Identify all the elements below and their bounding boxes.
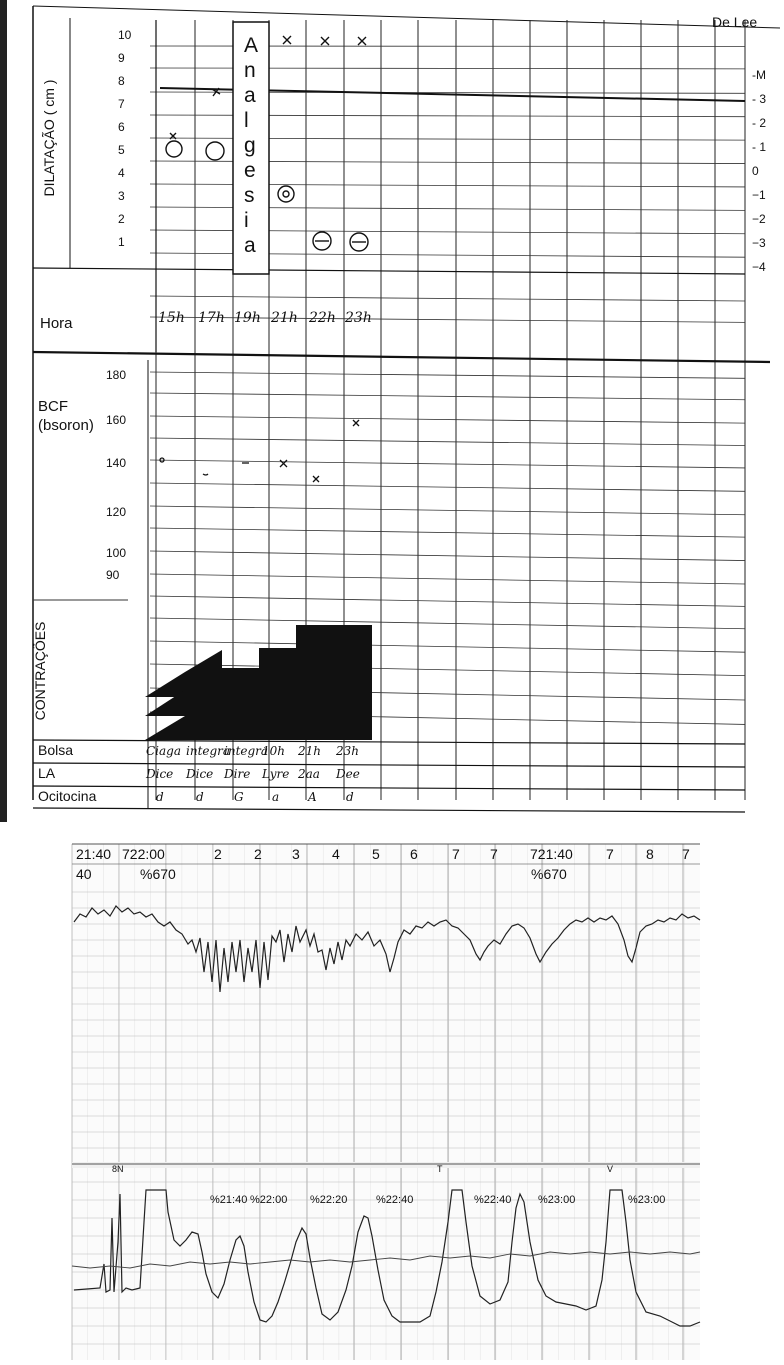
ctg-lower-label: T <box>437 1164 443 1174</box>
bcf-tick: 120 <box>106 505 126 519</box>
bcf-tick: 160 <box>106 413 126 427</box>
ctg-top-label: 21:40 <box>76 846 111 862</box>
station-tick: -M <box>752 68 766 82</box>
ctg-top-label: 5 <box>372 846 380 862</box>
station-tick: −4 <box>752 260 766 274</box>
la-value: Dice <box>146 767 173 781</box>
ctg-second-a: %670 <box>140 866 176 882</box>
ctg-top-label: 722:00 <box>122 846 165 862</box>
analgesia-letter: n <box>244 59 256 83</box>
ctg-svg <box>0 822 784 1360</box>
ctg-lower-label: V <box>607 1164 613 1174</box>
dilation-tick: 4 <box>118 166 125 180</box>
ctg-top-label: 721:40 <box>530 846 573 862</box>
ctg-lower-label: 8N <box>112 1164 124 1174</box>
dilation-tick: 7 <box>118 97 125 111</box>
ctg-toco-time: %21:40 <box>210 1194 247 1206</box>
ctg-top-label: 7 <box>606 846 614 862</box>
ocitocina-value: d <box>346 790 354 804</box>
ctg-top-label: 4 <box>332 846 340 862</box>
ctg-toco-time: %23:00 <box>628 1194 665 1206</box>
bcf-label-line2: (bsoron) <box>38 416 94 435</box>
station-tick: −1 <box>752 188 766 202</box>
la-label: LA <box>38 765 55 781</box>
station-tick: −2 <box>752 212 766 226</box>
analgesia-letter: s <box>244 184 255 208</box>
ctg-top-label: 7 <box>490 846 498 862</box>
ctg-top-label: 8 <box>646 846 654 862</box>
contracoes-label: CONTRAÇÕES <box>32 611 48 731</box>
bcf-tick: 180 <box>106 368 126 382</box>
hora-value: 19h <box>234 310 261 326</box>
dilation-tick: 9 <box>118 51 125 65</box>
dilation-tick: 5 <box>118 143 125 157</box>
page-edge <box>0 0 7 822</box>
contraction-bars <box>145 625 372 740</box>
hora-value: 22h <box>309 310 336 326</box>
la-value: Lyre <box>262 767 289 781</box>
dilation-tick: 10 <box>118 28 131 42</box>
ctg-toco-time: %22:20 <box>310 1194 347 1206</box>
la-value: Dee <box>336 767 360 781</box>
analgesia-letter: l <box>244 109 249 133</box>
ocitocina-value: d <box>196 790 204 804</box>
ctg-top-label: 6 <box>410 846 418 862</box>
station-tick: 0 <box>752 164 759 178</box>
station-tick: −3 <box>752 236 766 250</box>
ctg-top-label: 2 <box>214 846 222 862</box>
ctg-toco-time: %22:00 <box>250 1194 287 1206</box>
bolsa-value: 23h <box>336 744 359 758</box>
ctg-strip <box>0 822 784 1360</box>
ocitocina-value: A <box>308 790 317 804</box>
analgesia-letter: a <box>244 234 256 258</box>
bcf-label-line1: BCF <box>38 397 94 416</box>
hora-value: 21h <box>271 310 298 326</box>
analgesia-letter: a <box>244 84 256 108</box>
bolsa-value: 10h <box>262 744 285 758</box>
hora-value: 17h <box>198 310 225 326</box>
ctg-second-left: 40 <box>76 866 92 882</box>
station-tick: - 2 <box>752 116 766 130</box>
section-divider <box>33 352 770 362</box>
bcf-tick: 100 <box>106 546 126 560</box>
ctg-top-label: 7 <box>682 846 690 862</box>
ctg-toco-time: %22:40 <box>376 1194 413 1206</box>
hora-value: 15h <box>158 310 185 326</box>
bcf-tick: 90 <box>106 568 119 582</box>
ctg-toco-time: %23:00 <box>538 1194 575 1206</box>
ctg-top-label: 3 <box>292 846 300 862</box>
dilation-tick: 8 <box>118 74 125 88</box>
bcf-marks <box>160 420 359 482</box>
ocitocina-value: d <box>156 790 164 804</box>
ctg-grid <box>72 844 700 1360</box>
dilation-tick: 6 <box>118 120 125 134</box>
bolsa-value: 21h <box>298 744 321 758</box>
ocitocina-value: G <box>234 790 244 804</box>
analgesia-letter: g <box>244 134 256 158</box>
dilation-tick: 3 <box>118 189 125 203</box>
bolsa-value: Ciaga <box>146 744 181 758</box>
ctg-toco-time: %22:40 <box>474 1194 511 1206</box>
dilation-tick: 2 <box>118 212 125 226</box>
la-value: Dire <box>224 767 250 781</box>
bcf-tick: 140 <box>106 456 126 470</box>
analgesia-letter: e <box>244 159 256 183</box>
station-tick: - 1 <box>752 140 766 154</box>
ctg-top-label: 2 <box>254 846 262 862</box>
la-value: Dice <box>186 767 213 781</box>
bolsa-value: integra <box>224 744 268 758</box>
analgesia-letter: i <box>244 209 249 233</box>
bolsa-label: Bolsa <box>38 742 73 758</box>
bcf-label <box>38 397 94 435</box>
hora-label: Hora <box>40 315 73 332</box>
station-tick: - 3 <box>752 92 766 106</box>
dilation-axis-title: DILATAÇÃO ( cm ) <box>41 63 57 213</box>
analgesia-letter: A <box>244 34 258 58</box>
hora-value: 23h <box>345 310 372 326</box>
bolsa-value: integra <box>186 744 230 758</box>
la-value: 2aa <box>298 767 320 781</box>
ctg-second-b: %670 <box>531 866 567 882</box>
ocitocina-label: Ocitocina <box>38 788 96 804</box>
ocitocina-value: a <box>272 790 279 804</box>
top-right-label: De Lee <box>712 14 757 30</box>
dilation-tick: 1 <box>118 235 125 249</box>
ctg-top-label: 7 <box>452 846 460 862</box>
